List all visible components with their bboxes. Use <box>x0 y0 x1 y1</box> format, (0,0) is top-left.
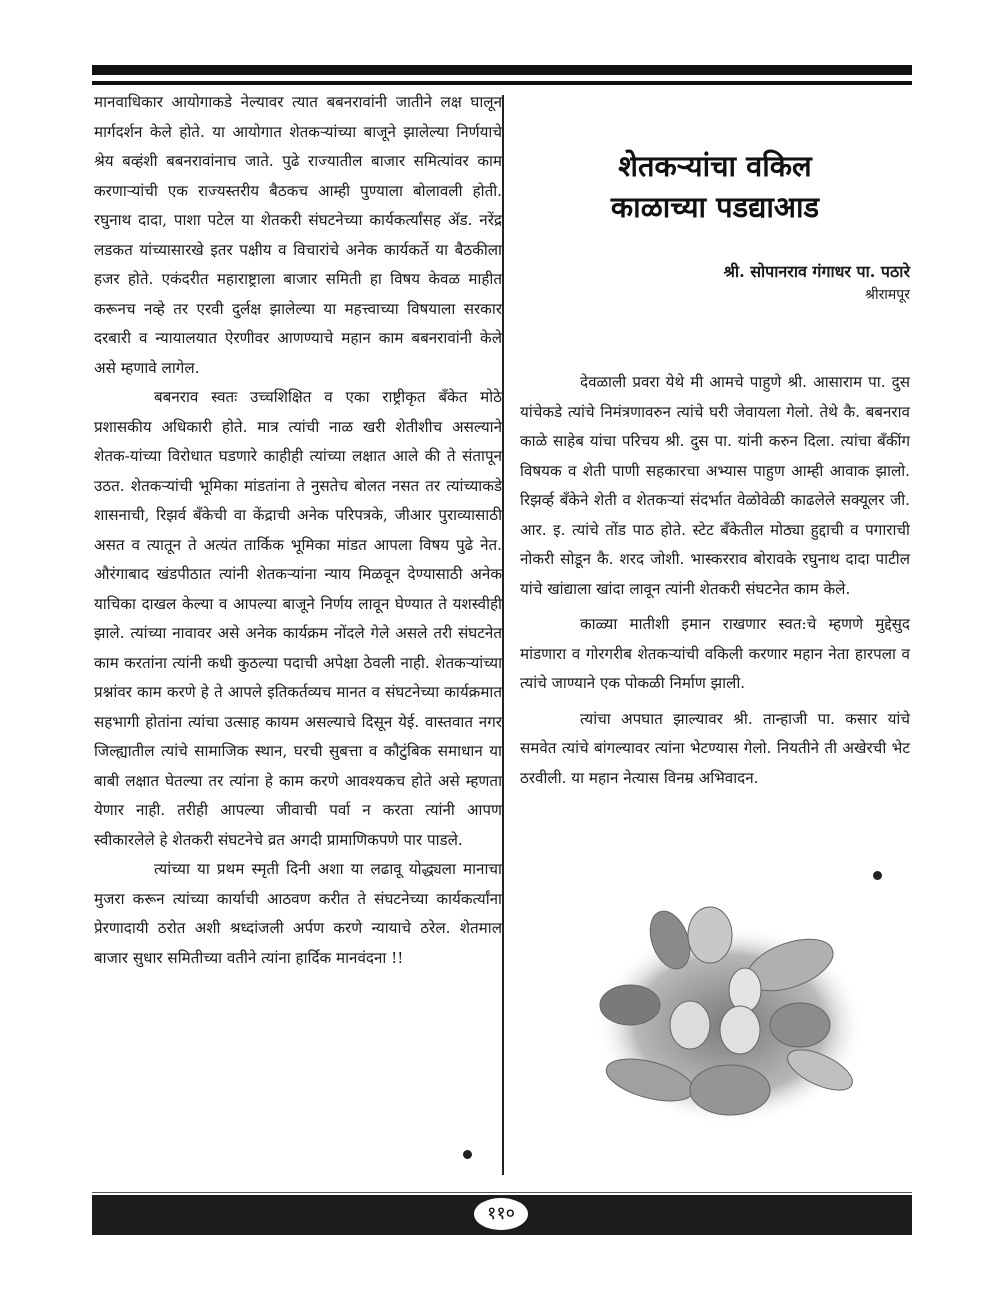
left-paragraph: बबनराव स्वतः उच्चशिक्षित व एका राष्ट्रीकृत बँकेत मोठे प्रशासकीय अधिकारी होते. मात्र त्यांची नाळ खरी शेतीशीच असल्याने शेतक-यांच्या विरोधात घडणारे काहीही त्यांच्या लक्षात आले की ते संतापून उठत. शेतकऱ्यांची भूमिका मांडतांना ते नुसतेच बोलत नसत तर त्यांच्याकडे शासनाची, रिझर्व बँकेची वा केंद्राची अनेक परिपत्रके, जीआर पुराव्यासाठी असत व त्यातून ते अत्यंत तार्किक भूमिका मांडत आपला विषय पुढे नेत. औरंगाबाद खंडपीठात त्यांनी शेतकऱ्यांना न्याय मिळवून देण्यासाठी अनेक याचिका दाखल केल्या व आपल्या बाजूने निर्णय लावून घेण्यात ते यशस्वीही झाले. त्यांच्या नावावर असे अनेक कार्यक्रम नोंदले गेले असले तरी संघटनेत काम करतांना त्यांनी कधी कुठल्या पदाची अपेक्षा ठेवली नाही. शेतकऱ्यांच्या प्रश्नांवर काम करणे हे ते आपले इतिकर्तव्यच मानत व संघटनेच्या कार्यक्रमात सहभागी होतांना त्यांचा उत्साह कायम असल्याचे दिसून येई. वास्तवात नगर जिल्ह्यातील त्यांचे सामाजिक स्थान, घरची सुबत्ता व कौटुंबिक समाधान या बाबी लक्षात घेतल्या तर त्यांना हे काम करणे आवश्यकच होते असे म्हणता येणार नाही. तरीही आपल्या जीवाची पर्वा न करता त्यांनी आपण स्वीकारलेले हे शेतकरी संघटनेचे व्रत अगदी प्रामाणिकपणे पार पाडले. <box>94 388 502 849</box>
end-bullet-icon <box>463 1150 472 1159</box>
article-paragraph: त्यांचा अपघात झाल्यावर श्री. तान्हाजी पा. कसार यांचे समवेत त्यांचे बांगल्यावर त्यांना भेटण्यास गेलो. नियतीने ती अखेरची भेट ठरवीली. या महान नेत्यास विनम्र अभिवादन. <box>520 709 910 787</box>
title-line-1: शेतकऱ्यांचा वकिल <box>618 149 812 183</box>
flower-bouquet-image <box>590 895 870 1130</box>
tulip-petals <box>600 906 858 1115</box>
article-paragraph: देवळाली प्रवरा येथे मी आमचे पाहुणे श्री. आसाराम पा. दुस यांचेकडे त्यांचे निमंत्रणावरुन त्यांचे घरी जेवायला गेलो. तेथे कै. बबनराव काळे साहेब यांचा परिचय श्री. दुस पा. यांनी करुन दिला. त्यांचा बँकींग विषयक व शेती पाणी सहकारचा अभ्यास पाहुण आम्ही आवाक झालो. रिझर्व्ह बँकेने शेती व शेतकऱ्यां संदर्भात वेळोवेळी काढलेले सक्यूलर जी. आर. इ. त्यांचे तोंड पाठ होते. स्टेट बँकेतील मोठ्या हुद्दाची व पगाराची नोकरी सोडून कै. शरद जोशी. भास्करराव बोरावके रघुनाथ दादा पाटील यांचे खांद्याला खांदा लावून त्यांनी शेतकरी संघटनेत काम केले. <box>520 373 910 598</box>
header-rule-thin <box>92 81 912 85</box>
author-name: श्री. सोपानराव गंगाधर पा. पठारे <box>723 262 910 281</box>
end-bullet-icon <box>873 871 882 880</box>
author-place: श्रीरामपूर <box>865 287 910 303</box>
left-column <box>94 88 502 973</box>
column-divider <box>502 95 504 1175</box>
title-line-2: काळाच्या पडद्याआड <box>610 190 820 224</box>
header-rule-thick <box>92 65 912 75</box>
left-paragraph: त्यांच्या या प्रथम स्मृती दिनी अशा या लढावू योद्ध्यला मानाचा मुजरा करून त्यांच्या कार्याची आठवण करीत ते संघटनेच्या कार्यकर्त्यांना प्रेरणादायी ठरोत अशी श्रध्दांजली अर्पण करणे न्यायाचे ठरेल. शेतमाल बाजार सुधार समितीच्या वतीने त्यांना हार्दिक मानवंदना !! <box>94 860 502 967</box>
article-paragraph: काळ्या मातीशी इमान राखणार स्वत:चे म्हणणे मुद्देसुद मांडणारा व गोरगरीब शेतकऱ्यांची वकिली करणार महान नेता हारपला व त्यांचे जाण्याने एक पोकळी निर्माण झाली. <box>520 615 910 692</box>
article-body <box>520 368 910 799</box>
article-title <box>520 146 910 228</box>
footer-rule <box>92 1192 912 1193</box>
page-number: ११० <box>474 1198 528 1230</box>
left-paragraph: मानवाधिकार आयोगाकडे नेल्यावर त्यात बबनरावांनी जातीने लक्ष घालून मार्गदर्शन केले होते. या आयोगात शेतकऱ्यांच्या बाजूने झालेल्या निर्णयाचे श्रेय बव्हंशी बबनरावांनाच जाते. पुढे राज्यातील बाजार समित्यांवर काम करणाऱ्यांची एक राज्यस्तरीय बैठकच आम्ही पुण्याला बोलावली होती. रघुनाथ दादा, पाशा पटेल या शेतकरी संघटनेच्या कार्यकर्त्यांसह ॲड. नरेंद्र लडकत यांच्यासारखे इतर पक्षीय व विचारांचे अनेक कार्यकर्ते या बैठकीला हजर होते. एकंदरीत महाराष्ट्राला बाजार समिती हा विषय केवळ माहीत करूनच नव्हे तर एरवी दुर्लक्ष झालेल्या या महत्त्वाच्या विषयाला सरकार दरबारी व न्यायालयात ऐरणीवर आणण्याचे महान काम बबनरावांनी केले असे म्हणावे लागेल. <box>94 93 502 377</box>
